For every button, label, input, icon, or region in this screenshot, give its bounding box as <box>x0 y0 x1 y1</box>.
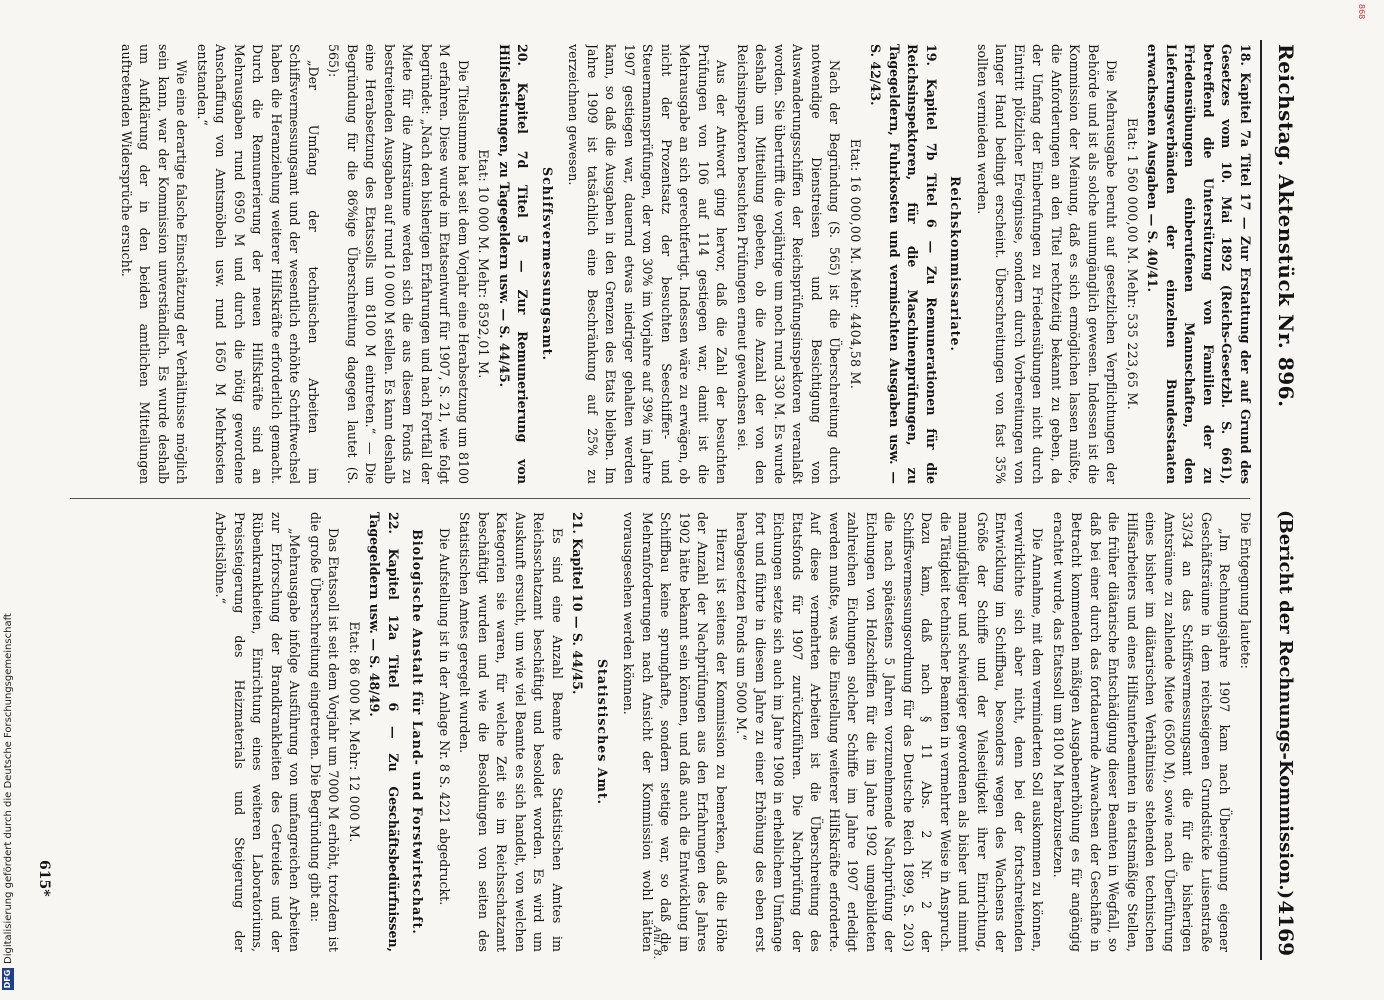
left-column-title: Reichskommissariate. <box>948 176 964 352</box>
rotated-page <box>12 40 1302 960</box>
right-column-para: Es sind eine Anzahl Beamte des Statistischen Amtes im Reichsschatzamt beschäftigt und besoldet worden. Es wird um Auskunft ersucht, um wie viel Beamte es sich handelt, von welchen Kategorien sie waren, für welche Zeit sie im Reichsschatzamt beschäftigt wurden und wie die Besoldungen von seiten des Statistischen Amtes geregelt wurden. <box>457 512 565 952</box>
header-left: Reichstag. Aktenstück Nr. 896. <box>1274 44 1298 408</box>
credit-text: Digitalisierung gefördert durch die Deutsche Forschungsgemeinschaft <box>2 613 14 964</box>
left-column-para: Wie eine derartige falsche Einschätzung der Verhältnisse möglich sein kann, war der Kommission unverständlich. Es wurde deshalb um Aufklärung der in den beiden amtlichen Mitteilungen auftretenden Widersprüche ersucht. <box>119 44 190 484</box>
footer-mark: 615* <box>36 860 52 897</box>
right-column-entry: 22. Kapitel 12a Titel 6 — Zu Geschäftsbedürfnissen, Tagegeldern usw. — S. 48/49. <box>367 512 401 952</box>
left-column-etat: Etat: 1 560 000,00 M. Mehr: 535 223,65 M. <box>1125 117 1140 411</box>
right-column-etat: Etat: 86 000 M. Mehr: 12 000 M. <box>347 621 362 843</box>
credit-line <box>2 613 14 990</box>
left-column-para: Die Titelsumme hat seit dem Vorjahr eine Herabsetzung um 8100 M erfahren. Diese wurde im Etatsentwurf für 1907, S. 21, wie folgt begründet: „Nach den bisherigen Erfahrungen und nach Fortfall der Miete für die Amtsräume werden sich die aus diesem Fonds zu bestreitenden Ausgaben auf rund 10 000 M stellen. Es kann deshalb eine Herabsetzung des Etatssolls um 8100 M eintreten.“ — Die Begründung für die 86%ige Überschreitung dagegen lautet (S. 565): <box>326 44 471 484</box>
left-column-para: Nach der Begründung (S. 565) ist die Überschreitung durch notwendige Dienstreisen und Besichtigung von Auswanderungsschiffen der Reichsprüfungsinspektoren veranlaßt worden. Sie übertrifft die vorjährige um noch rund 330 M. Es wurde deshalb um Mitteilung gebeten, ob die Anzahl der von den Reichsinspektoren besuchten Prüfungen erneut gewachsen sei. <box>735 44 843 484</box>
column-divider <box>70 498 1250 499</box>
right-column-para: Die Aufstellung ist in der Anlage Nr. 8 S. 4221 abgedruckt. <box>437 528 452 906</box>
right-column-noind: Die Entgegnung lautete: <box>1238 512 1253 669</box>
right-column-title: Biologische Anstalt für Land- und Forstwirtschaft. <box>410 529 426 935</box>
left-column-entry: 18. Kapitel 7a Titel 17 — Zur Erstattung der auf Grund des Gesetzes vom 10. Mai 1892 (Reichs-Gesetzbl. S. 661), betreffend die Unterstützung von Familien der zu Friedensübungen einberufenen Mannschaften, den Lieferungsverbänden der einzelnen Bundesstaaten erwachsenen Ausgaben — S. 40/41. <box>1145 44 1253 484</box>
left-column-entry: 19. Kapitel 7b Titel 6 — Zu Remunerationen für die Reichsinspektoren, für die Maschinenprüfungen, zu Tagegeldern, Fuhrkosten und vermischten Ausgaben usw. — S. 42/43. <box>868 44 939 484</box>
left-column-para: „Der Umfang der technischen Arbeiten im Schiffsvermessungsamt und der wesentlich erhöhte Schriftwechsel haben die Heranziehung weiterer Hilfskräfte erforderlich gemacht. Durch die Remunerierung der neuen Hilfskräfte sind an Mehrausgaben rund 6950 M und durch die nötig gewordene Anschaffung von Amtsmöbeln usw. rund 1650 M Mehrkosten entstanden.“ <box>195 44 321 484</box>
left-column-etat: Etat: 16 000,00 M. Mehr: 4404,58 M. <box>848 138 863 390</box>
right-column-para: Die Annahme, mit dem verminderten Soll auskommen zu können, verwirklichte sich aber nicht, denn bei der fortschreitenden Entwicklung im Schiffbau, besonders wegen des Wachsens der Größe der Schiffe und der Vielseitigkeit ihrer Einrichtung, mannigfaltiger und schwieriger gewordenen als bisher und nimmt die Tätigkeit technischer Beamten in vermehrter Weise in Anspruch. Dazu kam, daß nach § 11 Abs. 2 Nr. 2 der Schiffsvermessungsordnung für das Deutsche Reich 1899, S. 203) die nach spätestens 5 Jahren vorzunehmende Nachprüfung der Eichungen von Holzschiffen für die im Jahre 1902 umgebildeten zahlreichen Eichungen solcher Schiffe im Jahre 1907 erledigt werden mußte, was die Einstellung weiterer Hilfskräfte erforderte. Auf diese vermehrten Arbeiten ist die Überschreitung des Etatsfonds für 1907 zurückzuführen. Die Nachprüfung der Eichungen setzte sich auch im Jahre 1908 in erheblichem Umfange fort und führte in diesem Jahre zu einer Erhöhung des eben erst herabgesetzten Fonds um 5000 M.“ <box>734 512 1046 952</box>
right-column <box>24 512 1254 952</box>
left-column-para: Aus der Antwort ging hervor, daß die Zahl der besuchten Prüfungen von 106 auf 114 gestiegen war, damit ist die Mehrausgabe an sich gerechtfertigt. Indessen wäre zu erwägen, ob nicht der Prozentsatz der besuchten Seeschiffer- und Steuermannsprüfungen, der von 30% im Vorjahre auf 39% im Jahre 1907 gestiegen war, dauernd etwas niedriger gehalten werden kann, so daß die Ausgaben in den Grenzen des Etats bleiben. Im Jahre 1909 ist tatsächlich eine Beschränkung auf 25% zu verzeichnen gewesen. <box>566 44 730 484</box>
left-column-para: Die Mehrausgabe beruht auf gesetzlichen Verpflichtungen der Behörde und ist als solche unumgänglich gewesen. Indessen ist die Kommission der Meinung, daß es sich ermöglichen lassen müßte, die Anforderungen an den Titel rechtzeitig bekannt zu geben, da der Umfang der Einberufungen zu Friedensübungen nicht durch Eintritt plötzlicher Ereignisse, sondern durch Vorbereitungen von langer Hand bedingt erscheint. Überschreitungen von fast 35% sollten vermieden werden. <box>975 44 1120 484</box>
dfg-logo-icon: DFG <box>3 969 12 989</box>
page-header <box>1260 40 1302 960</box>
corner-mark: 868 <box>1357 4 1366 20</box>
right-column-title: Statistisches Amt. <box>595 658 610 806</box>
side-note: Anl. 8. <box>651 926 662 959</box>
left-column-etat: Etat: 10 000 M. Mehr: 8592,01 M. <box>476 149 492 379</box>
left-column <box>24 44 1254 484</box>
right-column-para: Das Etatssoll ist seit dem Vorjahr um 7000 M erhöht, trotzdem ist die große Überschreitung eingetreten. Die Begründung gibt an: <box>308 512 342 952</box>
left-column-title: Schiffsvermessungsamt. <box>540 166 555 361</box>
left-column-entry: 20. Kapitel 7d Titel 5 — Zur Remunerierung von Hilfsleistungen, zu Tagegeldern usw. — S. 44/45. <box>497 44 531 484</box>
right-column-para: „Im Rechnungsjahre 1907 kam nach Übereignung eigener Geschäftsräume in dem reichseigenen Grundstücke Luisenstraße 33/34 an das Schiffsvermessungsamt die für die bisherigen Amtsräume zu zahlende Miete (6500 M), sowie nach Überführung eines bisher im diätarischen Verhältnisse stehenden technischen Hilfsarbeiters und eines Hilfsunterbeamten in etatsmäßige Stellen, die früher diätarische Entschädigung dieser Beamten in Wegfall, so daß bei einer durch das fortdauernde Anwachsen der Geschäfte in Betracht kommenden mäßigen Ausgabenerhöhung es für angängig erachtet wurde, das Etatssoll um 8100 M herabzusetzen. <box>1051 512 1233 952</box>
header-center: (Bericht der Rechnungs-Kommission.) <box>1275 510 1296 899</box>
right-column-entry: 21. Kapitel 10 — S. 44/45. <box>570 512 586 695</box>
right-column-para: Hierzu ist seitens der Kommission zu bemerken, daß die Höhe der Anzahl der Nachprüfungen aus den Erfahrungen des Jahres 1902 hätte bekannt sein können, und daß auch die Entwicklung im Schiffbau keine sprunghafte, sondern stetige war, so daß die Mehranforderungen nach Ansicht der Kommission wohl hätten vorausgesehen werden können. <box>621 512 729 952</box>
page-number: 4169 <box>1274 900 1298 956</box>
right-column-para: „Mehrausgabe infolge Ausführung von umfangreichen Arbeiten zur Erforschung der Brandkrankheiten des Getreides und der Rübenkrankheiten, Einrichtung eines weiteren Laboratoriums, Preissteigerung des Heizmaterials und Steigerung der Arbeitslöhne.“ <box>213 512 303 952</box>
